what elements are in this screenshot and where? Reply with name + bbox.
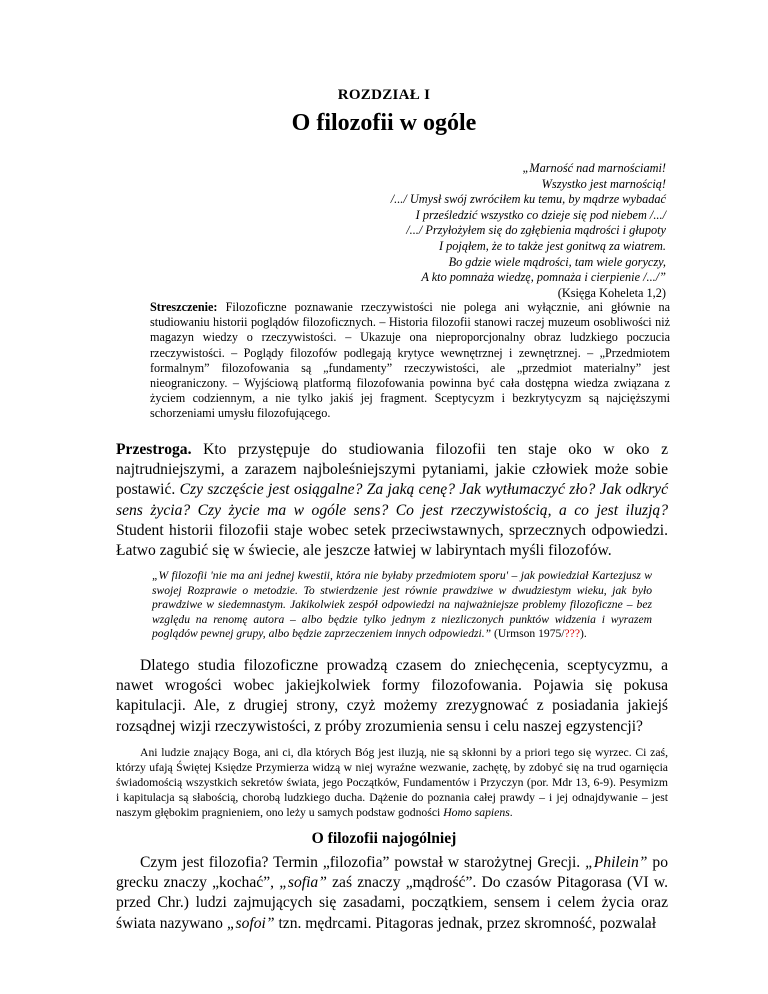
epigraph-line: I pojąłem, że to także jest gonitwą za wiatrem.	[438, 238, 666, 253]
epigraph-line: A kto pomnaża wiedzę, pomnaża i cierpienie /.../”	[421, 270, 666, 285]
chapter-label: ROZDZIAŁ I	[337, 87, 431, 103]
epigraph-source: (Księga Koheleta 1,2)	[557, 285, 666, 300]
warning-questions: Czy szczęście jest osiągalne? Za jaką cenę? Jak wytłumaczyć zło? Jak odkryć sens życia? Czy życie ma w ogóle sens? Co jest rzeczywistością, a co jest iluzją?	[116, 481, 668, 519]
small-text: Ani ludzie znający Boga, ani ci, dla których Bóg jest iluzją, nie są skłonni by a priori tego się wyrzec. Ci zaś, którzy ufają Świętej Księdze Przymierza widzą w niej wyraźne wezwanie, zachętę, by zdobyć się na trud ogarnięcia świadomością wszystkich sekretów świata, jego Początków, Fundamentów i Przyczyn (por. Mdr 13, 6-9). Pesymizm i kapitulacja są słabością, chorobą ludzkiego ducha. Dążenie do poznania całej prawdy – i jej odnajdywanie – jest naszym głębokim pragnieniem, ono leży u samych podstaw godności	[116, 746, 668, 819]
summary-text: Filozoficzne poznawanie rzeczywistości nie polega ani wyłącznie, ani głównie na studiowaniu historii poglądów filozoficznych. – Historia filozofii stanowi raczej muzeum osobliwości niż magazyn wiedzy o rzeczywistości. – Ukazuje ona nieproporcjonalny obraz ludzkiego poczucia rzeczywistości. – Poglądy filozofów podlegają krytyce wewnętrznej i zewnętrznej. – „Przedmiotem formalnym” filozofowania są „fundamenty” rzeczywistości, ale „przedmiot materialny” jest nieograniczony. – Wyjściową platformą filozofowania powinna być cała dostępna wiedza związana z życiem codziennym, a nie tylko jakiś jej fragment. Sceptycyzm i bezkrytycyzm są najcięższymi schorzeniami umysłu filozofującego.	[150, 300, 670, 421]
warning-text-1: Kto przystępuje do studiowania filozofii ten staje oko w oko z najtrudniejszymi, a zarazem najboleśniejszymi pytaniami, jakie człowiek może sobie postawić.	[116, 441, 668, 499]
p3-sofoi: „sofoi”	[226, 914, 275, 932]
warning-paragraph	[116, 440, 668, 561]
epigraph-line: „Marność nad marnościami!	[522, 161, 666, 175]
epigraph-line: Wszystko jest marnością!	[541, 176, 666, 191]
quote-cite-suffix: ).	[579, 627, 587, 641]
chapter-title: O filozofii w ogóle	[291, 110, 477, 136]
quote-text: „W filozofii 'nie ma ani jednej kwestii, która nie byłaby przedmiotem sporu' – jak powiedział Kartezjusz w swojej Rozprawie o metodzie. To stwierdzenie jest równie prawdziwe w dwudziestym wieku, jak było prawdziwe w siedemnastym. Jakikolwiek zespół odpowiedzi na najważniejsze problemy filozoficzne – bez względu na renomę autora – albo będzie tylko jednym z niezliczonych punktów widzenia i wyrazem poglądów pewnej grupy, albo będzie zaprzeczeniem innych odpowiedzi.”	[152, 569, 652, 641]
p3-text-1: Czym jest filozofia? Termin „filozofia” powstał w starożytnej Grecji.	[140, 854, 586, 871]
section-heading: O filozofii najogólniej	[311, 830, 457, 847]
p3-text-4: tzn. mędrcami. Pitagoras jednak, przez skromność, pozwalał	[274, 914, 657, 932]
quote-cite-prefix: (Urmson 1975/	[491, 627, 565, 641]
small-paragraph	[116, 745, 668, 820]
p3-text-2: po grecku znaczy „kochać”,	[116, 854, 668, 892]
epigraph-line: I prześledzić wszystko co dzieje się pod niebem /.../	[415, 207, 666, 222]
epigraph-line: /.../ Umysł swój zwróciłem ku temu, by mądrze wybadać	[390, 192, 666, 207]
quote-cite-mark: ???	[564, 627, 580, 641]
epigraph	[246, 161, 666, 301]
epigraph-line: /.../ Przyłożyłem się do zgłębienia mądrości i głupoty	[406, 223, 666, 238]
warning-label: Przestroga.	[116, 441, 192, 458]
p3-text-3: zaś znaczy „mądrość”. Do czasów Pitagorasa (VI w. przed Chr.) ludzi zajmujących się zasadami, początkiem, sensem i celem życia oraz świata nazywano	[116, 874, 668, 932]
summary-label: Streszczenie:	[150, 300, 218, 314]
block-quote	[152, 569, 652, 642]
epigraph-line: Bo gdzie wiele mądrości, tam wiele goryczy,	[448, 254, 666, 269]
small-end: .	[509, 806, 513, 819]
p3-sofia: „sofia”	[279, 874, 327, 892]
paragraph-2: Dlatego studia filozoficzne prowadzą czasem do zniechęcenia, sceptycyzmu, a nawet wrogości wobec jakiejkolwiek formy filozofowania. Pojawia się pokusa kapitulacji. Ale, z drugiej strony, czyż możemy zrezygnować z posiadania jakiejś rozsądnej wizji rzeczywistości, z próby zrozumienia sensu i celu naszej egzystencji?	[116, 657, 668, 735]
p3-philein: „Philein”	[585, 854, 648, 871]
small-italic: Homo sapiens	[443, 806, 510, 819]
warning-text-2: Student historii filozofii staje wobec setek przeciwstawnych, sprzecznych odpowiedzi. Łatwo zagubić się w świecie, ale jeszcze łatwiej w labiryntach myśli filozofów.	[116, 521, 668, 560]
paragraph-3	[116, 853, 668, 934]
summary-block	[150, 300, 670, 422]
